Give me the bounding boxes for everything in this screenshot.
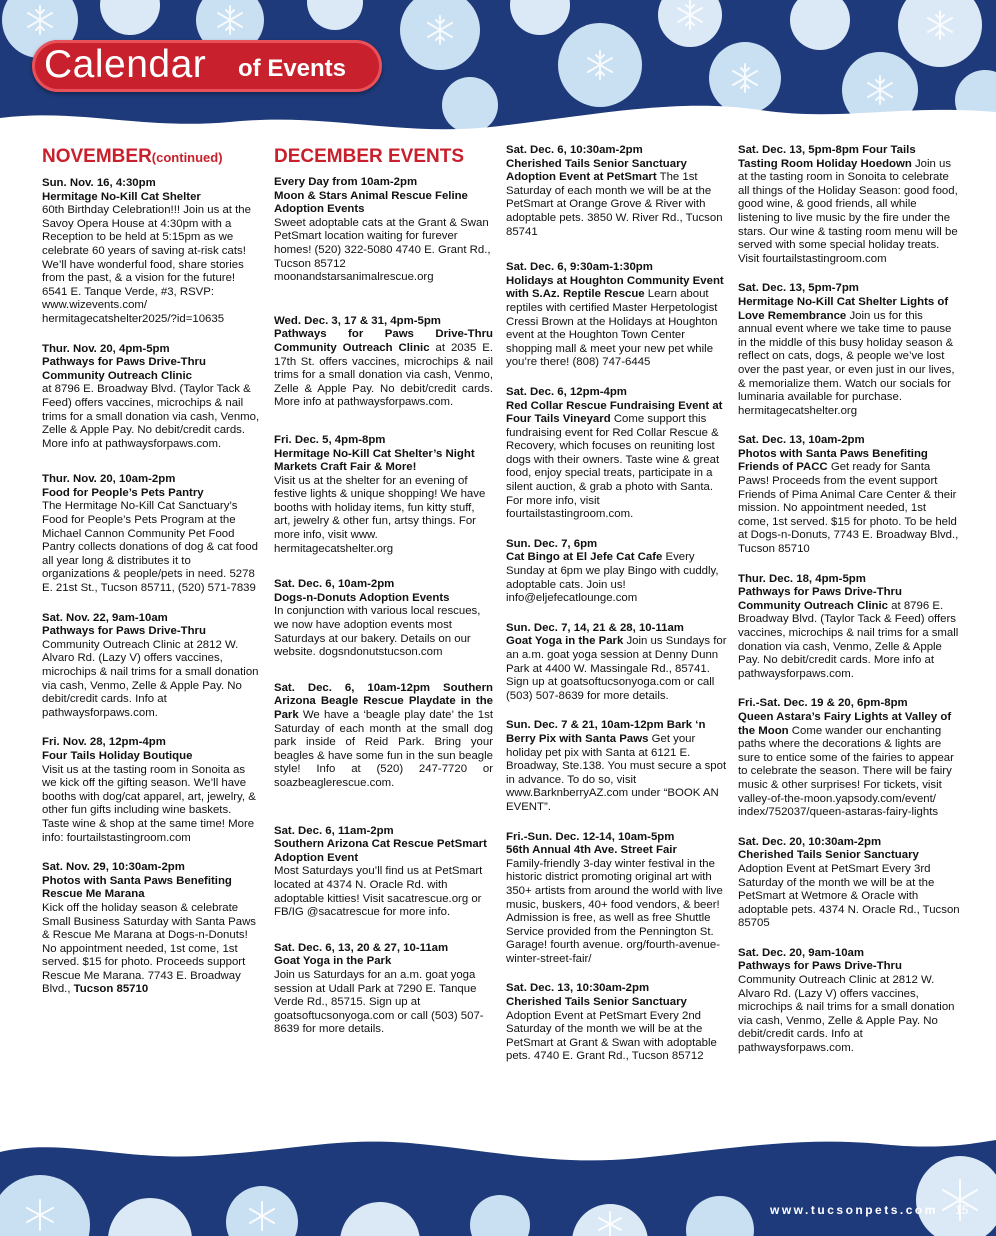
event-body: Goat Yoga in the Park Join us Sundays for an a.m. goat yoga session at Denny Dunn Park at 4400 W. Massingale Rd., 85741. Sign up at goatsoftucsonyoga.com or call (503) 507-8639 for more details. (506, 635, 727, 702)
event-item (506, 386, 728, 522)
event-item (738, 434, 960, 556)
event-body: Visit us at the tasting room in Sonoita as we kick off the gifting season. We’ll have booths with dog/cat apparel, art, jewelry, & other fun gifts including wine baskets. Taste wine & shop at the same time! More info: fourtailstastingroom.com (42, 763, 256, 844)
event-body: Family-friendly 3-day winter festival in the historic district promoting original art with 350+ artists from around the world with live music, buskers, 40+ food vendors, & beer! Admission is free, as well as free Shuttle Service provided from the Pennington St. Garage! fourth avenue. org/fourth-avenue-winter-street-fair/ (506, 857, 723, 965)
event-title: Goat Yoga in the Park (506, 635, 624, 648)
event-title: Pathways for Paws Drive-Thru (738, 960, 902, 973)
event-body: Adoption Event at PetSmart Every 2nd Saturday of the month we will be at the PetSmart at Grant & Swan with adoptable pets. 4740 E. Grant Rd., Tucson 85712 (506, 1009, 717, 1063)
event-title: Hermitage No-Kill Cat Shelter (42, 190, 201, 203)
event-item (506, 622, 728, 704)
event-date: Sun. Dec. 7, 14, 21 & 28, 10-11am (506, 621, 684, 634)
event-date: Fri.-Sat. Dec. 19 & 20, 6pm-8pm (738, 697, 908, 710)
event-body: Kick off the holiday season & celebrate Small Business Saturday with Santa Paws & Rescue Me Marana at Dogs-n-Donuts! No appointment needed, 1st come, 1st served. $15 for photo. Proceeds support Rescue Me Marana. 7743 E. Broadway Blvd., Tucson 85710 (42, 901, 256, 996)
november-heading: NOVEMBER(continued) (42, 146, 223, 167)
event-date: Sat. Dec. 6, 10am-12pm Southern Arizona Beagle Rescue Playdate in the Park (274, 681, 493, 721)
event-date: Fri. Nov. 28, 12pm-4pm (42, 736, 166, 749)
event-body: The Hermitage No-Kill Cat Sanctuary’s Food for People’s Pets Program at the Michael Cannon Community Pet Food Pantry collects donations of dog & cat food all year long & distributes it to organizations & people/pets in need. 5278 E. 21st St., Tucson 85711, (520) 571-7839 (42, 500, 258, 595)
bottom-snowflake-banner (0, 1130, 996, 1236)
event-date: Thur. Dec. 18, 4pm-5pm (738, 572, 866, 585)
event-body: Red Collar Rescue Fundraising Event at Four Tails Vineyard Come support this fundraising event for Red Collar Rescue & Recovery, which focuses on reuniting lost dogs with their owners. Taste wine & great food, enjoy special treats, participate in a silent auction, & grab a photo with Santa. For more info, visit fourtailstastingroom.com. (506, 399, 723, 521)
event-date: Sun. Dec. 7, 6pm (506, 537, 598, 550)
december-heading: DECEMBER EVENTS (274, 146, 465, 167)
event-date: Sat. Dec. 6, 13, 20 & 27, 10-11am (274, 941, 449, 954)
event-date: Sat. Dec. 6, 10am-2pm (274, 578, 395, 591)
event-date: Sat. Nov. 29, 10:30am-2pm (42, 861, 185, 874)
event-date: Sat. Dec. 13, 5pm-7pm (738, 282, 859, 295)
event-date: Sat. Dec. 13, 10am-2pm (738, 434, 865, 447)
event-title: Hermitage No-Kill Cat Shelter Lights of Love Remembrance (738, 295, 949, 322)
event-date: Sat. Dec. 6, 11am-2pm (274, 824, 394, 837)
event-title: Four Tails Holiday Boutique (42, 749, 193, 762)
event-body: Adoption Event at PetSmart Every 3rd Saturday of the month we will be at the PetSmart at Wetmore & Oracle with adoptable pets. 4374 N. Oracle Rd., Tucson 85705 (738, 862, 960, 930)
event-body: Pathways for Paws Drive-Thru Community Outreach Clinic at 8796 E. Broadway Blvd. (Taylor Tack & Feed) offers vaccines, microchips & nail trims for a small donation via cash, Venmo, Zelle & Apple Pay. No debit/credit cards. More info at pathwaysforpaws.com. (738, 586, 959, 680)
event-item (738, 836, 960, 931)
event-date: Sat. Dec. 13, 10:30am-2pm (506, 982, 650, 995)
event-body: Cherished Tails Senior Sanctuary Adoption Event at PetSmart The 1st Saturday of each month we will be at the PetSmart at Orange Grove & River with adoptable pets. 3850 W. River Rd., Tucson 85741 (506, 157, 723, 238)
event-item (42, 861, 260, 997)
event-title: Photos with Santa Paws Benefiting Friends of PACC (738, 447, 928, 474)
event-body: Pathways for Paws Drive-Thru Community Outreach Clinic at 2035 E. 17th St. offers vaccines, microchips & nail trims for a small donation via cash, Venmo, Zelle & Apple Pay. No debit/credit cards. More info at pathwaysforpaws.com. (274, 328, 494, 409)
event-body: Sat. Dec. 6, 10am-12pm Southern Arizona Beagle Rescue Playdate in the Park We have a ‘beagle play date’ the 1st Saturday of each month at the small dog park inside of Reid Park. Bring your beagles & have some fun in the sun beagle style! Info at (520) 247-7720 or soazbeaglerescue.com. (274, 681, 493, 789)
event-date: Every Day from 10am-2pm (274, 176, 418, 188)
event-body: Sun. Dec. 7 & 21, 10am-12pm Bark ‘n Berry Pix with Santa Paws Get your holiday pet pix with Santa at 6121 E. Broadway, Ste.138. You must secure a spot in advance. To do so, visit www.BarknberryAZ.com under “BOOK AN EVENT”. (506, 719, 727, 813)
event-item (738, 144, 960, 266)
event-item (738, 573, 960, 682)
column-december-2 (506, 144, 728, 1080)
event-body: Sweet adoptable cats at the Grant & Swan PetSmart location waiting for furever homes! (520) 322-5080 4740 E. Grant Rd., Tucson 85712 moonandstarsanimalrescue.org (274, 216, 491, 284)
event-date: Thur. Nov. 20, 4pm-5pm (42, 342, 170, 355)
event-title: Hermitage No-Kill Cat Shelter’s Night Markets Craft Fair & More! (274, 447, 475, 474)
event-item (42, 473, 260, 595)
event-title: 56th Annual 4th Ave. Street Fair (506, 844, 677, 857)
event-item (738, 947, 960, 1056)
event-body: In conjunction with various local rescues, we now have adoption events most Saturdays at our bakery. Details on our website. dogsndonutstucson.com (274, 605, 481, 659)
event-body-bold: Tucson 85710 (73, 983, 149, 996)
event-title: Red Collar Rescue Fundraising Event at Four Tails Vineyard (506, 399, 723, 426)
event-title: Moon & Stars Animal Rescue Feline Adoption Events (274, 189, 468, 216)
event-item (42, 612, 260, 721)
event-date: Sat. Dec. 20, 10:30am-2pm (738, 835, 882, 848)
footer-url: www.tucsonpets.com (770, 1203, 938, 1217)
event-item (274, 682, 493, 791)
event-item (42, 736, 260, 845)
event-title: Photos with Santa Paws Benefiting Rescue Me Marana (42, 874, 232, 901)
event-date: Fri. Dec. 5, 4pm-8pm (274, 433, 386, 446)
event-date: Sat. Dec. 6, 10:30am-2pm (506, 144, 643, 156)
column-december-1 (274, 144, 493, 1053)
event-item (738, 697, 960, 819)
event-item (506, 538, 728, 606)
event-title: Pathways for Paws Drive-Thru (42, 625, 206, 638)
event-body: Join us Saturdays for an a.m. goat yoga session at Udall Park at 7290 E. Tanque Verde Rd., 85715. Sign up at goatsoftucsonyoga.com or call (503) 507-8639 for more details. (274, 968, 484, 1036)
heading-continued: (continued) (151, 150, 223, 165)
event-body: Community Outreach Clinic at 2812 W. Alvaro Rd. (Lazy V) offers vaccines, microchips & nail trims for a small donation via cash, Venmo, Zelle & Apple Pay. No debit/credit cards. Info at pathwaysforpaws.com. (42, 638, 259, 719)
event-body: at 8796 E. Broadway Blvd. (Taylor Tack & Feed) offers vaccines, microchips & nail trims for a small donation via cash, Venmo, Zelle & Apple Pay. No debit/credit cards. More info at pathwaysforpaws.com. (42, 383, 260, 450)
event-title: Cherished Tails Senior Sanctuary Adoption Event at PetSmart (506, 157, 687, 184)
event-body: Photos with Santa Paws Benefiting Friends of PACC Get ready for Santa Paws! Proceeds from the event support Friends of Pima Animal Care Center & their mission. No appointment needed, 1st come, 1st served. $15 for photo. To be held at Dogs-n-Donuts, 7743 E. Broadway Blvd., Tucson 85710 (738, 447, 959, 556)
event-body: Most Saturdays you’ll find us at PetSmart located at 4374 N. Oracle Rd. with adoptable kitties! Visit sacatrescue.org or FB/IG @sacatrescue for more info. (274, 865, 483, 919)
event-title: Southern Arizona Cat Rescue PetSmart Adoption Event (274, 838, 487, 864)
event-body: Queen Astara’s Fairy Lights at Valley of the Moon Come wander our enchanting paths where the decorations & lights are sure to entice some of the fairies to appear to celebrate the season. There will be fairy music & other surprises! For tickets, visit valley-of-the-moon.yapsody.com/event/ index/752037/queen-astaras-fairy-lights (738, 710, 954, 819)
event-title: Tasting Room Holiday Hoedown (738, 157, 912, 170)
event-title: Cherished Tails Senior Sanctuary (506, 996, 687, 1009)
event-item (274, 942, 493, 1037)
event-item (42, 343, 260, 452)
event-body: Community Outreach Clinic at 2812 W. Alvaro Rd. (Lazy V) offers vaccines, microchips & nail trims for a small donation via cash, Venmo, Zelle & Apple Pay. No debit/credit cards. Info at pathwaysforpaws.com. (738, 974, 955, 1055)
event-date: Sat. Dec. 6, 12pm-4pm (506, 385, 627, 398)
event-item (506, 982, 728, 1064)
event-body: Cat Bingo at El Jefe Cat Cafe Every Sunday at 6pm we play Bingo with cuddly, adoptable cats. Join us! info@eljefecatlounge.com (506, 551, 719, 605)
event-item (506, 261, 728, 370)
event-title: Cherished Tails Senior Sanctuary (738, 849, 919, 862)
event-title: Holidays at Houghton Community Event with S.Az. Reptile Rescue (506, 274, 724, 301)
event-title: Dogs-n-Donuts Adoption Events (274, 591, 450, 604)
event-title: Queen Astara’s Fairy Lights at Valley of the Moon (738, 710, 952, 737)
page-title: Calendar (44, 43, 207, 86)
event-item (42, 177, 260, 327)
page-subtitle: of Events (238, 55, 347, 82)
column-november (42, 144, 260, 1013)
event-body: Tasting Room Holiday Hoedown Join us at the tasting room in Sonoita to celebrate all things of the Holiday Season: good food, good wine, & good friends, all while listening to live music by the fire under the stars. Our wine & tasting room menu will be served with some special holiday treats. Visit fourtailstastingroom.com (738, 157, 958, 265)
event-date: Thur. Nov. 20, 10am-2pm (42, 473, 176, 486)
event-title: Cat Bingo at El Jefe Cat Cafe (506, 551, 663, 564)
event-item (506, 144, 728, 239)
event-item (506, 719, 728, 814)
event-date: Sun. Nov. 16, 4:30pm (42, 177, 156, 189)
event-body: Hermitage No-Kill Cat Shelter Lights of Love Remembrance Join us for this annual event where we take time to pause in the middle of this busy holiday season & reflect on cats, dogs, & people we’ve lost over the past year, or even just in our lives, & memorialize them. Watch our socials for luminaria available for purchase. hermitagecatshelter.org (738, 295, 955, 417)
event-item (274, 825, 493, 920)
event-date: Sat. Dec. 20, 9am-10am (738, 946, 865, 959)
event-item (274, 434, 493, 556)
event-title: Food for People’s Pets Pantry (42, 486, 204, 499)
event-item (738, 282, 960, 418)
event-title: Pathways for Paws Drive-Thru Community Outreach Clinic (274, 328, 493, 354)
event-date: Fri.-Sun. Dec. 12-14, 10am-5pm (506, 830, 675, 843)
event-title: Goat Yoga in the Park (274, 955, 392, 968)
event-date: Sat. Dec. 6, 9:30am-1:30pm (506, 261, 653, 274)
event-date: Sun. Dec. 7 & 21, 10am-12pm Bark ‘n Berry Pix with Santa Paws (506, 719, 706, 745)
event-date: Sat. Nov. 22, 9am-10am (42, 611, 168, 624)
event-body: 60th Birthday Celebration!!! Join us at the Savoy Opera House at 4:30pm with a Reception to be held at 5:15pm as we celebrate 60 years of saving at-risk cats! We’ll have wonderful food, share stories from the past, & a vision for the future! 6541 E. Tanque Verde, #3, RSVP: www.wizevents.com/ hermitagecatshelter2025/?id=10635 (42, 204, 251, 325)
event-item (274, 315, 493, 410)
event-title: Pathways for Paws Drive-Thru Community Outreach Clinic (738, 586, 902, 612)
event-date: Sat. Dec. 13, 5pm-8pm Four Tails (738, 144, 916, 156)
event-item (274, 578, 493, 660)
event-item (506, 831, 728, 967)
event-title: Pathways for Paws Drive-Thru Community Outreach Clinic (42, 356, 206, 382)
column-december-3 (738, 144, 960, 1072)
page-number: 15 (955, 1203, 969, 1217)
event-body: Visit us at the shelter for an evening of festive lights & unique shopping! We have booths with holiday items, fun kitty stuff, art, jewelry & other fun, artsy things. For more info, visit www. hermitagecatshelter.org (274, 474, 486, 555)
event-date: Wed. Dec. 3, 17 & 31, 4pm-5pm (274, 314, 441, 327)
event-body: Holidays at Houghton Community Event with S.Az. Reptile Rescue Learn about reptiles with certified Master Herpetologist Cressi Brown at the Holidays at Houghton event at the Houghton Town Center shopping mall & meet your new pet while you’re there! (808) 747-6445 (506, 274, 724, 369)
event-item (274, 176, 493, 285)
